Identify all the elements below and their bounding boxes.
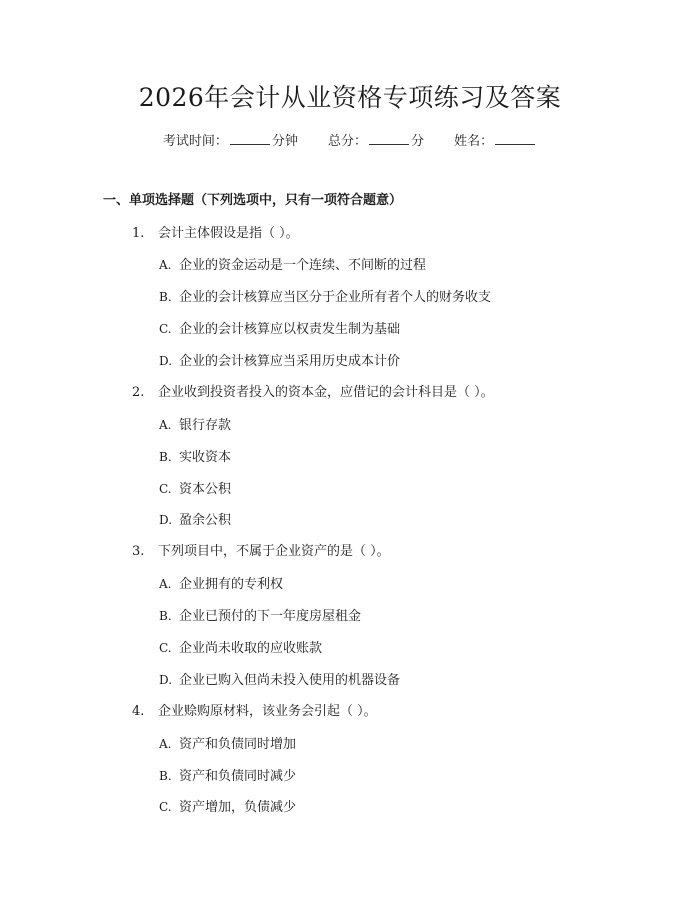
question-number: 3.: [132, 544, 145, 559]
option-1c: [159, 319, 400, 340]
option-letter: B.: [159, 769, 172, 783]
option-text: 盈余公积: [179, 513, 232, 528]
option-letter: B.: [159, 290, 172, 304]
name-blank: [495, 131, 535, 145]
option-text: 实收资本: [179, 450, 232, 465]
option-letter: B.: [159, 450, 172, 464]
name-field: [454, 131, 537, 152]
page-title: 2026年会计从业资格专项练习及答案: [138, 83, 562, 112]
option-3c: [159, 638, 322, 659]
question-text: 企业赊购原材料，该业务会引起（ ）。: [158, 704, 377, 719]
score-blank: [369, 131, 409, 145]
question-number: 4.: [132, 704, 145, 719]
option-text: 资产和负债同时增加: [179, 737, 297, 752]
option-1d: [159, 351, 400, 372]
question-2: [132, 383, 494, 403]
time-unit: 分钟: [271, 134, 298, 149]
option-text: 企业的会计核算应当采用历史成本计价: [179, 354, 401, 369]
option-text: 企业尚未收取的应收账款: [179, 641, 323, 656]
option-3b: [159, 606, 361, 627]
option-letter: B.: [159, 609, 172, 623]
option-text: 资产增加，负债减少: [179, 800, 297, 815]
option-3d: [159, 670, 400, 691]
option-letter: D.: [159, 354, 173, 368]
score-unit: 分: [411, 134, 425, 149]
question-number: 1.: [132, 226, 145, 241]
question-1: [132, 224, 299, 244]
option-1b: [159, 287, 491, 308]
score-label: 总分：: [327, 134, 367, 149]
option-text: 企业的会计核算应当区分于企业所有者个人的财务收支: [179, 290, 492, 305]
option-text: 企业的资金运动是一个连续、不间断的过程: [179, 258, 427, 273]
question-number: 2.: [132, 385, 145, 400]
question-text: 下列项目中，不属于企业资产的是（ ）。: [158, 544, 390, 559]
option-2c: [159, 479, 231, 500]
option-text: 企业已预付的下一年度房屋租金: [179, 609, 362, 624]
option-2b: [159, 447, 231, 468]
option-1a: [159, 255, 426, 276]
option-text: 资本公积: [179, 482, 232, 497]
question-3: [132, 542, 390, 562]
question-4: [132, 702, 377, 722]
option-letter: C.: [159, 641, 172, 655]
option-text: 企业已购入但尚未投入使用的机器设备: [179, 673, 401, 688]
section-heading: 一、单项选择题（下列选项中，只有一项符合题意）: [103, 193, 403, 208]
option-letter: C.: [159, 322, 172, 336]
time-field: [163, 131, 298, 152]
option-text: 银行存款: [179, 418, 232, 433]
option-letter: A.: [159, 577, 172, 591]
option-letter: A.: [159, 418, 172, 432]
name-label: 姓名：: [454, 134, 494, 149]
time-blank: [230, 131, 270, 145]
option-4b: [159, 766, 296, 787]
option-text: 资产和负债同时减少: [179, 769, 297, 784]
question-text: 企业收到投资者投入的资本金，应借记的会计科目是（ ）。: [158, 385, 494, 400]
option-3a: [159, 574, 283, 595]
option-4c: [159, 797, 296, 818]
option-2a: [159, 415, 231, 436]
question-text: 会计主体假设是指（ ）。: [158, 226, 299, 241]
option-2d: [159, 510, 231, 531]
option-text: 企业拥有的专利权: [179, 577, 284, 592]
option-4a: [159, 734, 296, 755]
option-letter: D.: [159, 513, 173, 527]
time-label: 考试时间：: [162, 134, 228, 149]
option-letter: D.: [159, 673, 173, 687]
option-letter: A.: [159, 258, 172, 272]
option-text: 企业的会计核算应以权责发生制为基础: [179, 322, 401, 337]
exam-info-line: [0, 131, 700, 152]
option-letter: C.: [159, 800, 172, 814]
score-field: [328, 131, 424, 152]
option-letter: C.: [159, 482, 172, 496]
option-letter: A.: [159, 737, 172, 751]
